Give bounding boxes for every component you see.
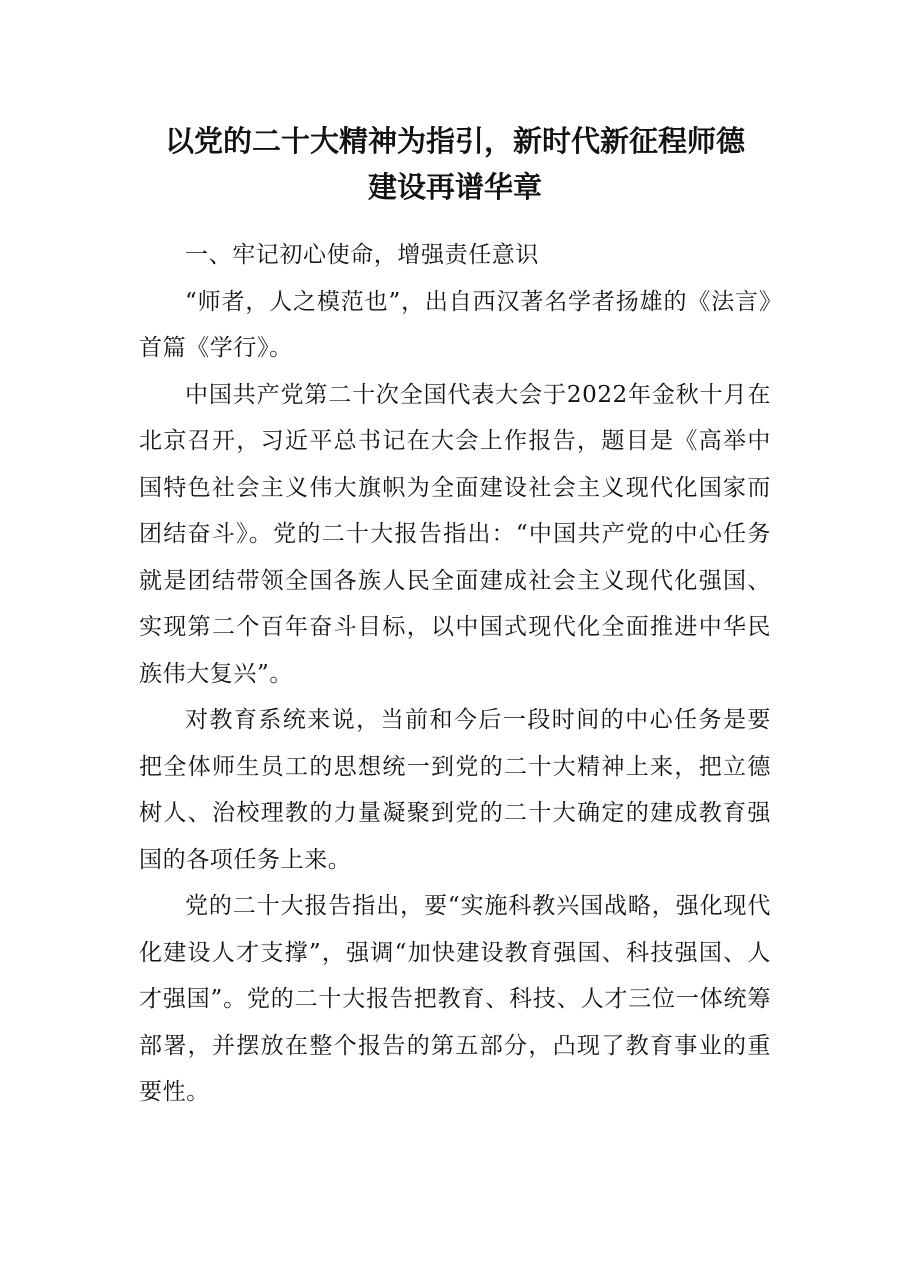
section-heading: 一、牢记初心使命，增强责任意识 [185, 242, 539, 268]
document-body [139, 232, 771, 1116]
title-line-2: 建设再谱华章 [367, 170, 542, 204]
document-title [139, 118, 771, 210]
paragraph: 对教育系统来说，当前和今后一段时间的中心任务是要把全体师生员工的思想统一到党的二十大精神上来，把立德树人、治校理教的力量凝聚到党的二十大确定的建成教育强国的各项任务上来。 [139, 707, 771, 873]
paragraph: 党的二十大报告指出，要“实施科教兴国战略，强化现代化建设人才支撑”，强调“加快建设教育强国、科技强国、人才强国”。党的二十大报告把教育、科技、人才三位一体统筹部署，并摆放在整个报告的第五部分，凸现了教育事业的重要性。 [139, 893, 771, 1105]
paragraph: 中国共产党第二十次全国代表大会于2022年金秋十月在北京召开，习近平总书记在大会上作报告，题目是《高举中国特色社会主义伟大旗帜为全面建设社会主义现代化国家而团结奋斗》。党的二十大报告指出：“中国共产党的中心任务就是团结带领全国各族人民全面建成社会主义现代化强国、实现第二个百年奋斗目标，以中国式现代化全面推进中华民族伟大复兴”。 [139, 381, 771, 687]
title-line-1: 以党的二十大精神为指引，新时代新征程师德 [164, 124, 745, 158]
document-page [139, 118, 771, 1116]
paragraph: “师者，人之模范也”，出自西汉著名学者扬雄的《法言》首篇《学行》。 [139, 288, 771, 361]
